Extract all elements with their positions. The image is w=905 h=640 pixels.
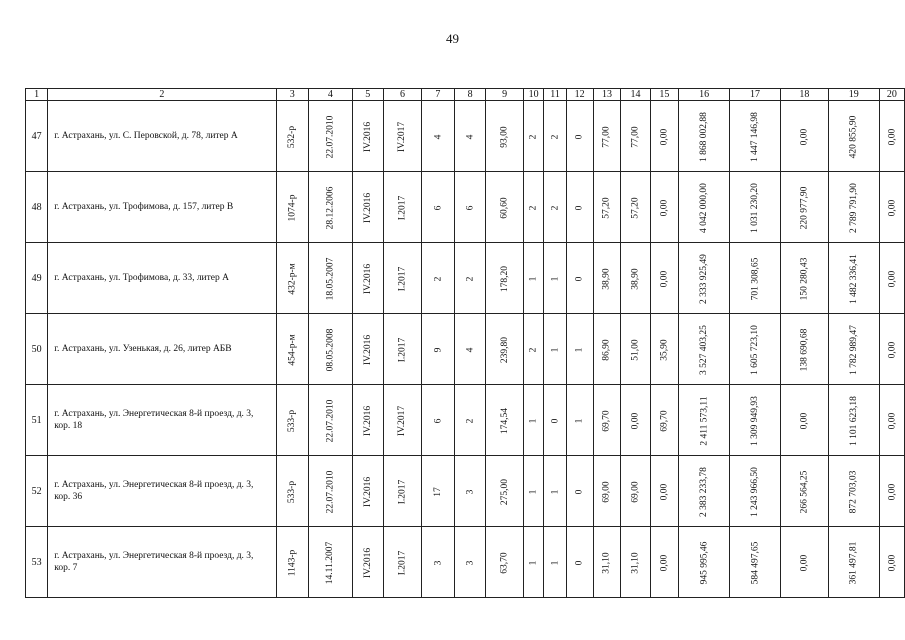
table-cell <box>828 456 879 527</box>
cell-value: 0 <box>574 205 585 210</box>
cell-value: 1 868 002,88 <box>699 111 710 162</box>
cell-value: 38,90 <box>630 267 641 290</box>
cell-value: 60,60 <box>499 196 510 219</box>
cell-value: 2 <box>528 347 539 352</box>
cell-value: 0,00 <box>886 128 897 145</box>
table-cell: г. Астрахань, ул. С. Перовской, д. 78, литер А <box>48 101 276 172</box>
table-cell <box>566 172 593 243</box>
cell-value: 1 605 723,10 <box>749 324 760 375</box>
cell-value: 69,70 <box>602 409 613 432</box>
cell-value: 178,20 <box>499 265 510 292</box>
page-number: 49 <box>446 31 459 46</box>
table-row <box>26 314 905 385</box>
table-cell <box>544 243 566 314</box>
table-cell: 50 <box>26 314 48 385</box>
table-cell <box>544 385 566 456</box>
cell-value: 1 <box>550 276 561 281</box>
cell-value: I.2017 <box>397 550 408 575</box>
cell-value: 584 497,65 <box>749 541 760 584</box>
cell-value: 86,90 <box>602 338 613 361</box>
column-header: 2 <box>48 89 276 101</box>
column-header: 8 <box>454 89 486 101</box>
table-cell <box>679 456 730 527</box>
table-cell: 47 <box>26 101 48 172</box>
table-cell <box>544 527 566 598</box>
cell-value: 1 309 949,93 <box>749 395 760 446</box>
table-cell <box>879 314 904 385</box>
table-cell <box>621 314 650 385</box>
cell-value: 6 <box>465 205 476 210</box>
cell-value: 22.07.2010 <box>325 115 336 158</box>
cell-value: I.2017 <box>397 195 408 220</box>
cell-value: 08.05.2008 <box>325 328 336 371</box>
table-cell <box>454 456 486 527</box>
column-header: 18 <box>780 89 828 101</box>
cell-value: 0,00 <box>799 128 810 145</box>
cell-value: 0,00 <box>659 270 670 287</box>
cell-value: 432-р-м <box>287 262 298 295</box>
cell-value: IV.2016 <box>362 547 373 578</box>
table-cell: г. Астрахань, ул. Энергетическая 8-й проезд, д. 3, кор. 36 <box>48 456 276 527</box>
cell-value: 2 789 791,90 <box>848 182 859 233</box>
table-cell <box>422 243 455 314</box>
table-cell <box>593 243 621 314</box>
column-header: 1 <box>26 89 48 101</box>
cell-value: 533-р <box>287 480 298 503</box>
column-header: 16 <box>679 89 730 101</box>
cell-value: 69,00 <box>630 480 641 503</box>
table-cell: 51 <box>26 385 48 456</box>
table-cell <box>593 172 621 243</box>
table-row <box>26 527 905 598</box>
cell-value: 31,10 <box>602 551 613 574</box>
cell-value: 2 <box>465 418 476 423</box>
cell-value: 1 <box>550 560 561 565</box>
table-cell <box>422 314 455 385</box>
table-cell <box>276 172 308 243</box>
cell-value: 0 <box>574 560 585 565</box>
cell-value: 4 <box>432 134 443 139</box>
table-cell <box>422 385 455 456</box>
cell-value: 0,00 <box>659 199 670 216</box>
column-header: 17 <box>730 89 781 101</box>
table-cell <box>523 456 544 527</box>
table-cell <box>780 172 828 243</box>
cell-value: 1 101 623,18 <box>848 395 859 446</box>
table-cell <box>276 243 308 314</box>
table-cell <box>679 527 730 598</box>
cell-value: 361 497,81 <box>848 541 859 584</box>
cell-value: 0,00 <box>630 412 641 429</box>
table-cell <box>276 385 308 456</box>
cell-value: 2 <box>550 205 561 210</box>
cell-value: 275,00 <box>499 478 510 505</box>
column-header: 12 <box>566 89 593 101</box>
table-cell: 48 <box>26 172 48 243</box>
cell-value: 69,70 <box>659 409 670 432</box>
cell-value: IV.2016 <box>362 192 373 223</box>
table-cell <box>454 314 486 385</box>
table-cell <box>621 456 650 527</box>
cell-value: 0 <box>550 418 561 423</box>
cell-value: 1 <box>574 347 585 352</box>
table-cell <box>730 243 781 314</box>
cell-value: 239,80 <box>499 336 510 363</box>
cell-value: 6 <box>432 205 443 210</box>
cell-value: 2 <box>528 205 539 210</box>
cell-value: 3 <box>432 560 443 565</box>
table-cell: г. Астрахань, ул. Узенькая, д. 26, литер АБВ <box>48 314 276 385</box>
table-cell <box>621 243 650 314</box>
cell-value: 0,00 <box>886 483 897 500</box>
cell-value: 0 <box>574 134 585 139</box>
column-header: 6 <box>383 89 421 101</box>
table-cell <box>566 385 593 456</box>
cell-value: 0,00 <box>799 554 810 571</box>
cell-value: 0,00 <box>886 412 897 429</box>
cell-value: 945 995,46 <box>699 541 710 584</box>
cell-value: 532-р <box>287 125 298 148</box>
table-cell <box>879 385 904 456</box>
table-cell <box>486 243 523 314</box>
table-cell <box>566 527 593 598</box>
cell-value: 138 690,68 <box>799 328 810 371</box>
column-header: 14 <box>621 89 650 101</box>
table-cell <box>650 456 678 527</box>
cell-value: 2 <box>550 134 561 139</box>
table-cell <box>828 527 879 598</box>
table-cell <box>679 101 730 172</box>
table-cell <box>383 527 421 598</box>
cell-value: 3 <box>465 560 476 565</box>
table-cell <box>422 456 455 527</box>
table-cell <box>422 172 455 243</box>
cell-value: 69,00 <box>602 480 613 503</box>
cell-value: 1 447 146,98 <box>749 111 760 162</box>
cell-value: 1 <box>528 276 539 281</box>
table-cell <box>308 385 352 456</box>
table-cell <box>308 243 352 314</box>
table-cell <box>454 385 486 456</box>
table-cell <box>780 385 828 456</box>
table-cell <box>308 527 352 598</box>
table-cell <box>352 385 383 456</box>
cell-value: 0,00 <box>659 483 670 500</box>
cell-value: 420 855,90 <box>848 115 859 158</box>
cell-value: 266 564,25 <box>799 470 810 513</box>
table-cell <box>352 243 383 314</box>
table-cell <box>523 101 544 172</box>
cell-value: 1143-р <box>287 549 298 576</box>
table-cell <box>593 314 621 385</box>
cell-value: 2 <box>465 276 476 281</box>
table-cell <box>383 172 421 243</box>
table-cell: г. Астрахань, ул. Трофимова, д. 33, литер А <box>48 243 276 314</box>
table-cell <box>879 101 904 172</box>
cell-value: 77,00 <box>630 125 641 148</box>
table-cell <box>879 456 904 527</box>
cell-value: 2 383 233,78 <box>699 466 710 517</box>
table-cell: г. Астрахань, ул. Энергетическая 8-й проезд, д. 3, кор. 7 <box>48 527 276 598</box>
table-cell <box>879 172 904 243</box>
cell-value: 1 <box>528 489 539 494</box>
table-cell <box>523 243 544 314</box>
table-cell <box>650 243 678 314</box>
table-cell <box>308 456 352 527</box>
table-cell <box>730 527 781 598</box>
table-row <box>26 101 905 172</box>
cell-value: 1 <box>528 560 539 565</box>
cell-value: 6 <box>432 418 443 423</box>
table-cell <box>486 456 523 527</box>
cell-value: 1 <box>550 489 561 494</box>
table-cell <box>352 172 383 243</box>
column-header: 15 <box>650 89 678 101</box>
table-cell <box>308 172 352 243</box>
table-cell <box>621 101 650 172</box>
table-cell <box>544 314 566 385</box>
table-cell <box>566 314 593 385</box>
cell-value: 0,00 <box>659 554 670 571</box>
cell-value: 1 <box>574 418 585 423</box>
table-cell <box>383 456 421 527</box>
cell-value: 38,90 <box>602 267 613 290</box>
table-cell <box>422 527 455 598</box>
table-cell: 49 <box>26 243 48 314</box>
cell-value: IV.2016 <box>362 121 373 152</box>
cell-value: 2 333 925,49 <box>699 253 710 304</box>
header-row <box>26 89 905 101</box>
cell-value: IV.2016 <box>362 476 373 507</box>
cell-value: 220 977,90 <box>799 186 810 229</box>
cell-value: 0 <box>574 276 585 281</box>
table-cell <box>454 243 486 314</box>
cell-value: 4 <box>465 347 476 352</box>
column-header: 4 <box>308 89 352 101</box>
table-row <box>26 243 905 314</box>
cell-value: 57,20 <box>630 196 641 219</box>
table-cell: 52 <box>26 456 48 527</box>
table-row <box>26 172 905 243</box>
cell-value: IV.2016 <box>362 263 373 294</box>
cell-value: 1 782 989,47 <box>848 324 859 375</box>
table-cell <box>593 527 621 598</box>
table-cell <box>523 385 544 456</box>
table-cell <box>780 527 828 598</box>
table-cell <box>679 243 730 314</box>
table-cell <box>383 243 421 314</box>
cell-value: I.2017 <box>397 337 408 362</box>
cell-value: 0,00 <box>886 270 897 287</box>
table-cell: г. Астрахань, ул. Энергетическая 8-й проезд, д. 3, кор. 18 <box>48 385 276 456</box>
cell-value: 93,00 <box>499 125 510 148</box>
column-header: 3 <box>276 89 308 101</box>
cell-value: 1 <box>528 418 539 423</box>
cell-value: 57,20 <box>602 196 613 219</box>
table-cell <box>828 314 879 385</box>
cell-value: 872 703,03 <box>848 470 859 513</box>
cell-value: 9 <box>432 347 443 352</box>
table-cell <box>879 243 904 314</box>
table-cell <box>730 101 781 172</box>
cell-value: 533-р <box>287 409 298 432</box>
table-cell <box>593 385 621 456</box>
table-cell <box>593 456 621 527</box>
table-cell <box>544 172 566 243</box>
cell-value: 0,00 <box>886 199 897 216</box>
table-cell <box>828 243 879 314</box>
cell-value: 2 411 573,11 <box>699 395 710 446</box>
table-cell <box>523 527 544 598</box>
table-cell <box>352 456 383 527</box>
table-cell <box>566 101 593 172</box>
column-header: 10 <box>523 89 544 101</box>
column-header: 11 <box>544 89 566 101</box>
table-cell <box>650 101 678 172</box>
table-cell <box>308 314 352 385</box>
table-cell <box>352 314 383 385</box>
cell-value: 0,00 <box>886 554 897 571</box>
table-cell <box>828 101 879 172</box>
cell-value: IV.2017 <box>397 405 408 436</box>
table-cell <box>276 456 308 527</box>
cell-value: 174,54 <box>499 407 510 434</box>
table-cell <box>780 456 828 527</box>
table-cell <box>544 456 566 527</box>
table-cell <box>730 385 781 456</box>
column-header: 5 <box>352 89 383 101</box>
table-cell <box>352 527 383 598</box>
table-row <box>26 385 905 456</box>
cell-value: IV.2016 <box>362 334 373 365</box>
cell-value: 701 308,65 <box>749 257 760 300</box>
cell-value: 18.05.2007 <box>325 257 336 300</box>
cell-value: 1 <box>550 347 561 352</box>
table-cell <box>730 456 781 527</box>
table-cell <box>422 101 455 172</box>
cell-value: 63,70 <box>499 551 510 574</box>
cell-value: 77,00 <box>602 125 613 148</box>
table-cell <box>486 385 523 456</box>
cell-value: 0,00 <box>799 412 810 429</box>
table-cell <box>828 385 879 456</box>
table-cell <box>276 527 308 598</box>
table-cell <box>566 243 593 314</box>
cell-value: 3 527 403,25 <box>699 324 710 375</box>
table-row <box>26 456 905 527</box>
table-cell <box>276 314 308 385</box>
table-cell <box>828 172 879 243</box>
table-cell <box>454 527 486 598</box>
table-cell <box>486 314 523 385</box>
cell-value: 31,10 <box>630 551 641 574</box>
column-header: 13 <box>593 89 621 101</box>
cell-value: 17 <box>432 486 443 497</box>
table-cell <box>523 314 544 385</box>
cell-value: 28.12.2006 <box>325 186 336 229</box>
cell-value: IV.2017 <box>397 121 408 152</box>
cell-value: 2 <box>528 134 539 139</box>
cell-value: 4 042 000,00 <box>699 182 710 233</box>
cell-value: I.2017 <box>397 479 408 504</box>
table-cell <box>650 385 678 456</box>
cell-value: 2 <box>432 276 443 281</box>
table-cell: 53 <box>26 527 48 598</box>
table-cell <box>352 101 383 172</box>
table-cell <box>621 527 650 598</box>
cell-value: 454-р-м <box>287 333 298 366</box>
cell-value: 14.11.2007 <box>325 541 336 584</box>
table-cell: г. Астрахань, ул. Трофимова, д. 157, литер В <box>48 172 276 243</box>
table-cell <box>383 385 421 456</box>
table-cell <box>593 101 621 172</box>
table-cell <box>650 314 678 385</box>
cell-value: 150 280,43 <box>799 257 810 300</box>
column-header: 9 <box>486 89 523 101</box>
cell-value: 1 031 230,20 <box>749 182 760 233</box>
table-cell <box>780 314 828 385</box>
table-cell <box>523 172 544 243</box>
table-cell <box>454 101 486 172</box>
cell-value: 22.07.2010 <box>325 470 336 513</box>
cell-value: 22.07.2010 <box>325 399 336 442</box>
cell-value: 51,00 <box>630 338 641 361</box>
table-cell <box>276 101 308 172</box>
cell-value: 0,00 <box>659 128 670 145</box>
column-header: 20 <box>879 89 904 101</box>
table-cell <box>730 314 781 385</box>
cell-value: 1074-р <box>287 194 298 221</box>
cell-value: 4 <box>465 134 476 139</box>
table-cell <box>308 101 352 172</box>
table-cell <box>879 527 904 598</box>
table-cell <box>544 101 566 172</box>
column-header: 7 <box>422 89 455 101</box>
cell-value: 0,00 <box>886 341 897 358</box>
data-table <box>25 88 905 598</box>
table-cell <box>621 172 650 243</box>
table-cell <box>679 385 730 456</box>
column-header: 19 <box>828 89 879 101</box>
table-cell <box>566 456 593 527</box>
table-cell <box>621 385 650 456</box>
cell-value: I.2017 <box>397 266 408 291</box>
table-cell <box>486 172 523 243</box>
cell-value: IV.2016 <box>362 405 373 436</box>
table-cell <box>679 314 730 385</box>
table-cell <box>650 527 678 598</box>
table-cell <box>780 243 828 314</box>
cell-value: 1 243 966,50 <box>749 466 760 517</box>
table-cell <box>650 172 678 243</box>
table-cell <box>383 101 421 172</box>
table-cell <box>730 172 781 243</box>
table-cell <box>486 527 523 598</box>
cell-value: 3 <box>465 489 476 494</box>
cell-value: 0 <box>574 489 585 494</box>
table-cell <box>454 172 486 243</box>
table-cell <box>780 101 828 172</box>
table-cell <box>679 172 730 243</box>
cell-value: 35,90 <box>659 338 670 361</box>
cell-value: 1 482 336,41 <box>848 253 859 304</box>
table-cell <box>383 314 421 385</box>
table-cell <box>486 101 523 172</box>
